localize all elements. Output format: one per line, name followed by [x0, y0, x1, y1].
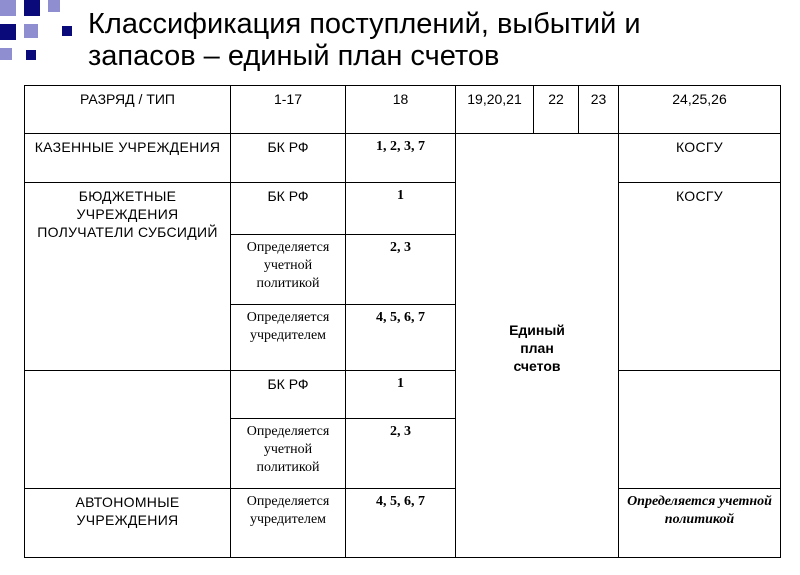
unified-plan-line-2: план [520, 339, 554, 356]
cell-budgetnye-1-17-c: Определяется учредителем [231, 305, 346, 371]
cell-kazennye-18: 1, 2, 3, 7 [346, 134, 456, 183]
unified-plan-line-1: Единый [509, 321, 565, 338]
table-row-avtonomnye [25, 489, 781, 558]
cell-avtonomnye-1-17: Определяется учредителем [231, 489, 346, 558]
table-row-kazennye [25, 134, 781, 183]
cell-budgetnye-24-26: КОСГУ [619, 183, 781, 371]
cell-budgetnye-18-a: 1 [346, 183, 456, 235]
cell-budgetnye-18-b: 2, 3 [346, 235, 456, 305]
cell-kazennye-1-17: БК РФ [231, 134, 346, 183]
corner-square-5 [24, 24, 38, 38]
header-cell-18: 18 [346, 86, 456, 134]
corner-square-3 [48, 0, 60, 12]
slide-title-line-1: Классификация поступлений, выбытий и [88, 8, 641, 40]
slide-title-line-2: запасов – единый план счетов [88, 40, 500, 72]
cell-budgetnye-18-c: 4, 5, 6, 7 [346, 305, 456, 371]
header-cell-24-26: 24,25,26 [619, 86, 781, 134]
header-cell-1-17: 1-17 [231, 86, 346, 134]
cell-type-budgetnye: БЮДЖЕТНЫЕ УЧРЕЖДЕНИЯ ПОЛУЧАТЕЛИ СУБСИДИЙ [25, 183, 231, 371]
corner-square-7 [62, 26, 72, 36]
corner-square-4 [0, 24, 16, 40]
cell-unnamed-24-26 [619, 371, 781, 489]
cell-unnamed-18-a: 1 [346, 371, 456, 419]
header-cell-type: РАЗРЯД / ТИП [25, 86, 231, 134]
cell-unnamed-1-17-b: Определяется учетной политикой [231, 419, 346, 489]
slide-title [88, 8, 788, 72]
cell-type-unnamed [25, 371, 231, 489]
cell-avtonomnye-18: 4, 5, 6, 7 [346, 489, 456, 558]
cell-unnamed-18-b: 2, 3 [346, 419, 456, 489]
cell-budgetnye-1-17-b: Определяется учетной политикой [231, 235, 346, 305]
cell-unnamed-1-17-a: БК РФ [231, 371, 346, 419]
table-header-row [25, 86, 781, 134]
corner-square-6 [0, 48, 12, 60]
unified-plan-cell [456, 134, 619, 558]
corner-square-2 [24, 0, 40, 16]
unified-plan-line-3: счетов [513, 357, 561, 374]
table-row-unnamed-1 [25, 371, 781, 419]
corner-square-8 [26, 50, 36, 60]
header-cell-19-21: 19,20,21 [456, 86, 534, 134]
cell-type-avtonomnye: АВТОНОМНЫЕ УЧРЕЖДЕНИЯ [25, 489, 231, 558]
header-cell-22: 22 [534, 86, 579, 134]
classification-table [24, 85, 781, 558]
cell-kazennye-24-26: КОСГУ [619, 134, 781, 183]
cell-avtonomnye-24-26: Определяется учетной политикой [619, 489, 781, 558]
cell-type-kazennye: КАЗЕННЫЕ УЧРЕЖДЕНИЯ [25, 134, 231, 183]
header-cell-23: 23 [579, 86, 619, 134]
corner-square-1 [0, 0, 16, 16]
cell-budgetnye-1-17-a: БК РФ [231, 183, 346, 235]
table-row-budgetnye-1 [25, 183, 781, 235]
